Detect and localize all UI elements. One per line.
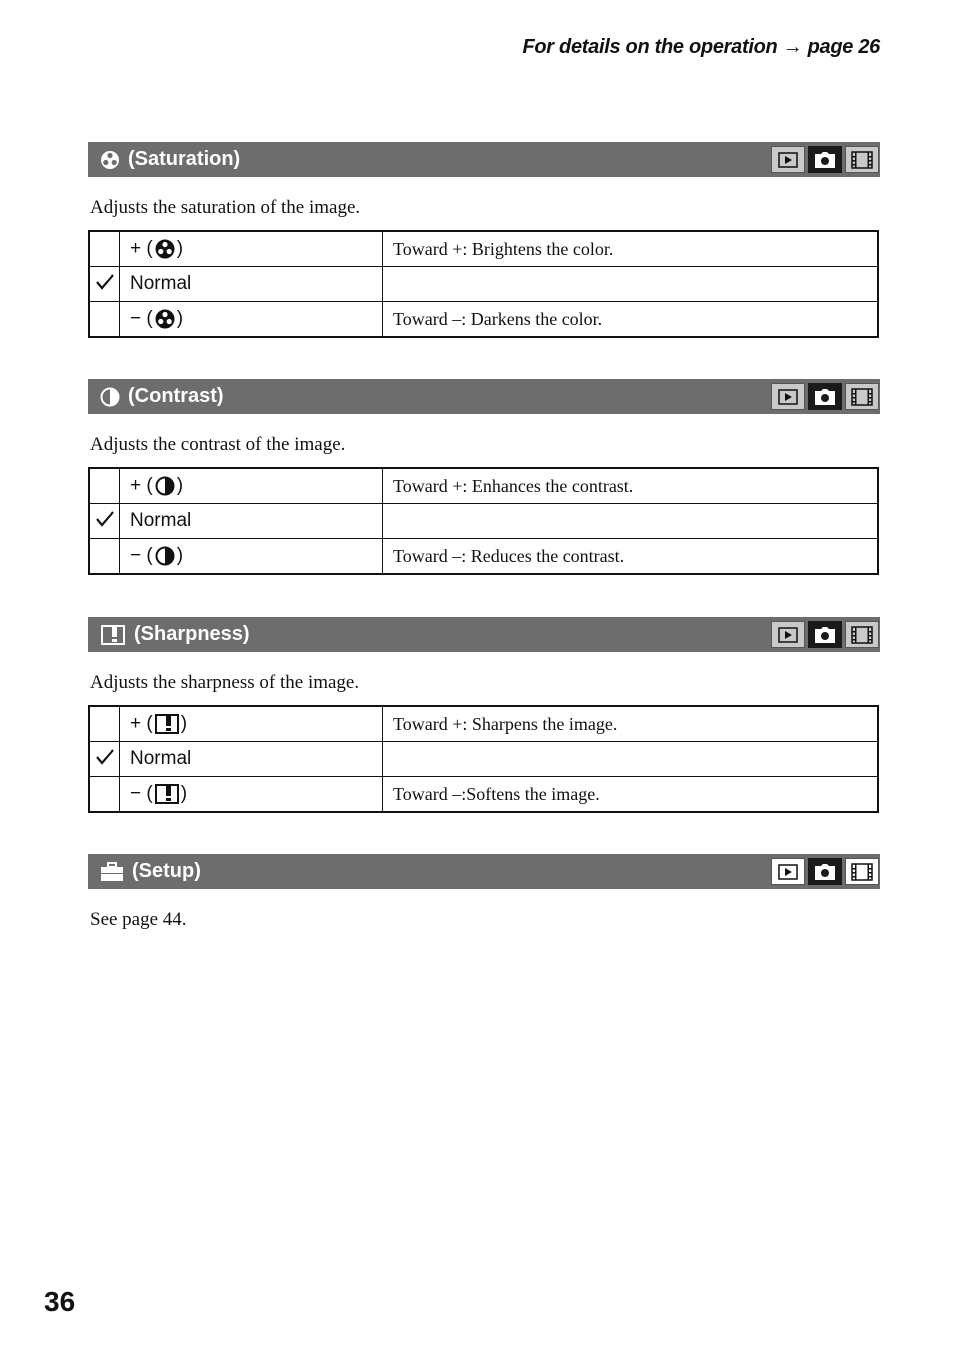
section-title: (Saturation) xyxy=(128,148,241,170)
option-description: Toward +: Brightens the color. xyxy=(383,231,879,267)
still-camera-icon xyxy=(808,383,842,410)
section-title: (Contrast) xyxy=(128,385,224,407)
section-description: Adjusts the saturation of the image. xyxy=(90,197,361,218)
checkmark-icon xyxy=(95,272,115,292)
mode-icons xyxy=(771,146,879,173)
sharpness-icon xyxy=(100,625,126,645)
option-label xyxy=(120,302,383,338)
option-label xyxy=(120,231,383,267)
option-description xyxy=(383,267,879,302)
mode-icons xyxy=(771,383,879,410)
playback-icon xyxy=(771,146,805,173)
section-header-bar xyxy=(88,379,880,414)
table-row xyxy=(89,231,878,267)
saturation-icon xyxy=(100,150,120,170)
checkmark-icon xyxy=(95,509,115,529)
check-cell xyxy=(89,706,120,742)
playback-icon xyxy=(771,383,805,410)
saturation-icon xyxy=(155,239,175,259)
sharpness-icon xyxy=(155,784,179,804)
option-suffix: ) xyxy=(176,308,184,329)
section-description: See page 44. xyxy=(90,909,187,930)
option-description: Toward –: Reduces the contrast. xyxy=(383,539,879,575)
check-cell xyxy=(89,504,120,539)
option-prefix: + ( xyxy=(130,238,153,259)
section-header-bar xyxy=(88,617,880,652)
option-description: Toward –: Darkens the color. xyxy=(383,302,879,338)
check-cell xyxy=(89,302,120,338)
movie-icon xyxy=(845,858,879,885)
movie-icon xyxy=(845,621,879,648)
section-title: (Sharpness) xyxy=(134,623,250,645)
option-suffix: ) xyxy=(180,713,188,734)
check-cell xyxy=(89,231,120,267)
contrast-icon xyxy=(155,476,175,496)
movie-icon xyxy=(845,146,879,173)
check-cell xyxy=(89,777,120,813)
playback-icon xyxy=(771,858,805,885)
section-description: Adjusts the sharpness of the image. xyxy=(90,672,360,693)
option-prefix: − ( xyxy=(130,783,153,804)
contrast-icon xyxy=(155,546,175,566)
still-camera-icon xyxy=(808,858,842,885)
table-row xyxy=(89,302,878,338)
table-row xyxy=(89,468,878,504)
contrast-icon xyxy=(100,387,120,407)
movie-icon xyxy=(845,383,879,410)
option-prefix: + ( xyxy=(130,713,153,734)
option-description: Toward –:Softens the image. xyxy=(383,777,879,813)
option-label: Normal xyxy=(120,504,383,539)
table-row xyxy=(89,267,878,302)
section-description: Adjusts the contrast of the image. xyxy=(90,434,346,455)
check-cell xyxy=(89,468,120,504)
option-label xyxy=(120,777,383,813)
option-suffix: ) xyxy=(180,783,188,804)
table-row xyxy=(89,706,878,742)
mode-icons xyxy=(771,621,879,648)
section-saturation xyxy=(88,142,880,338)
page-number: 36 xyxy=(44,1286,76,1317)
option-label: Normal xyxy=(120,267,383,302)
option-label xyxy=(120,468,383,504)
option-description xyxy=(383,504,879,539)
mode-icons xyxy=(771,858,879,885)
option-prefix: + ( xyxy=(130,475,153,496)
operation-reference: For details on the operation → page 26 xyxy=(522,36,880,58)
option-label xyxy=(120,706,383,742)
section-contrast xyxy=(88,379,880,575)
option-label xyxy=(120,539,383,575)
options-table xyxy=(88,705,879,813)
check-cell xyxy=(89,742,120,777)
still-camera-icon xyxy=(808,146,842,173)
options-table xyxy=(88,230,879,338)
playback-icon xyxy=(771,621,805,648)
sharpness-icon xyxy=(155,714,179,734)
option-description xyxy=(383,742,879,777)
checkmark-icon xyxy=(95,747,115,767)
table-row xyxy=(89,742,878,777)
section-header-bar xyxy=(88,142,880,177)
option-suffix: ) xyxy=(176,475,184,496)
section-title: (Setup) xyxy=(132,860,201,882)
section-header-bar xyxy=(88,854,880,889)
options-table xyxy=(88,467,879,575)
section-sharpness xyxy=(88,617,880,813)
table-row xyxy=(89,504,878,539)
option-suffix: ) xyxy=(176,238,184,259)
option-description: Toward +: Sharpens the image. xyxy=(383,706,879,742)
still-camera-icon xyxy=(808,621,842,648)
option-prefix: − ( xyxy=(130,308,153,329)
table-row xyxy=(89,777,878,813)
section-setup xyxy=(88,854,880,931)
option-label: Normal xyxy=(120,742,383,777)
setup-toolbox-icon xyxy=(100,862,124,882)
check-cell xyxy=(89,539,120,575)
saturation-icon xyxy=(155,309,175,329)
table-row xyxy=(89,539,878,575)
option-suffix: ) xyxy=(176,545,184,566)
check-cell xyxy=(89,267,120,302)
option-description: Toward +: Enhances the contrast. xyxy=(383,468,879,504)
option-prefix: − ( xyxy=(130,545,153,566)
